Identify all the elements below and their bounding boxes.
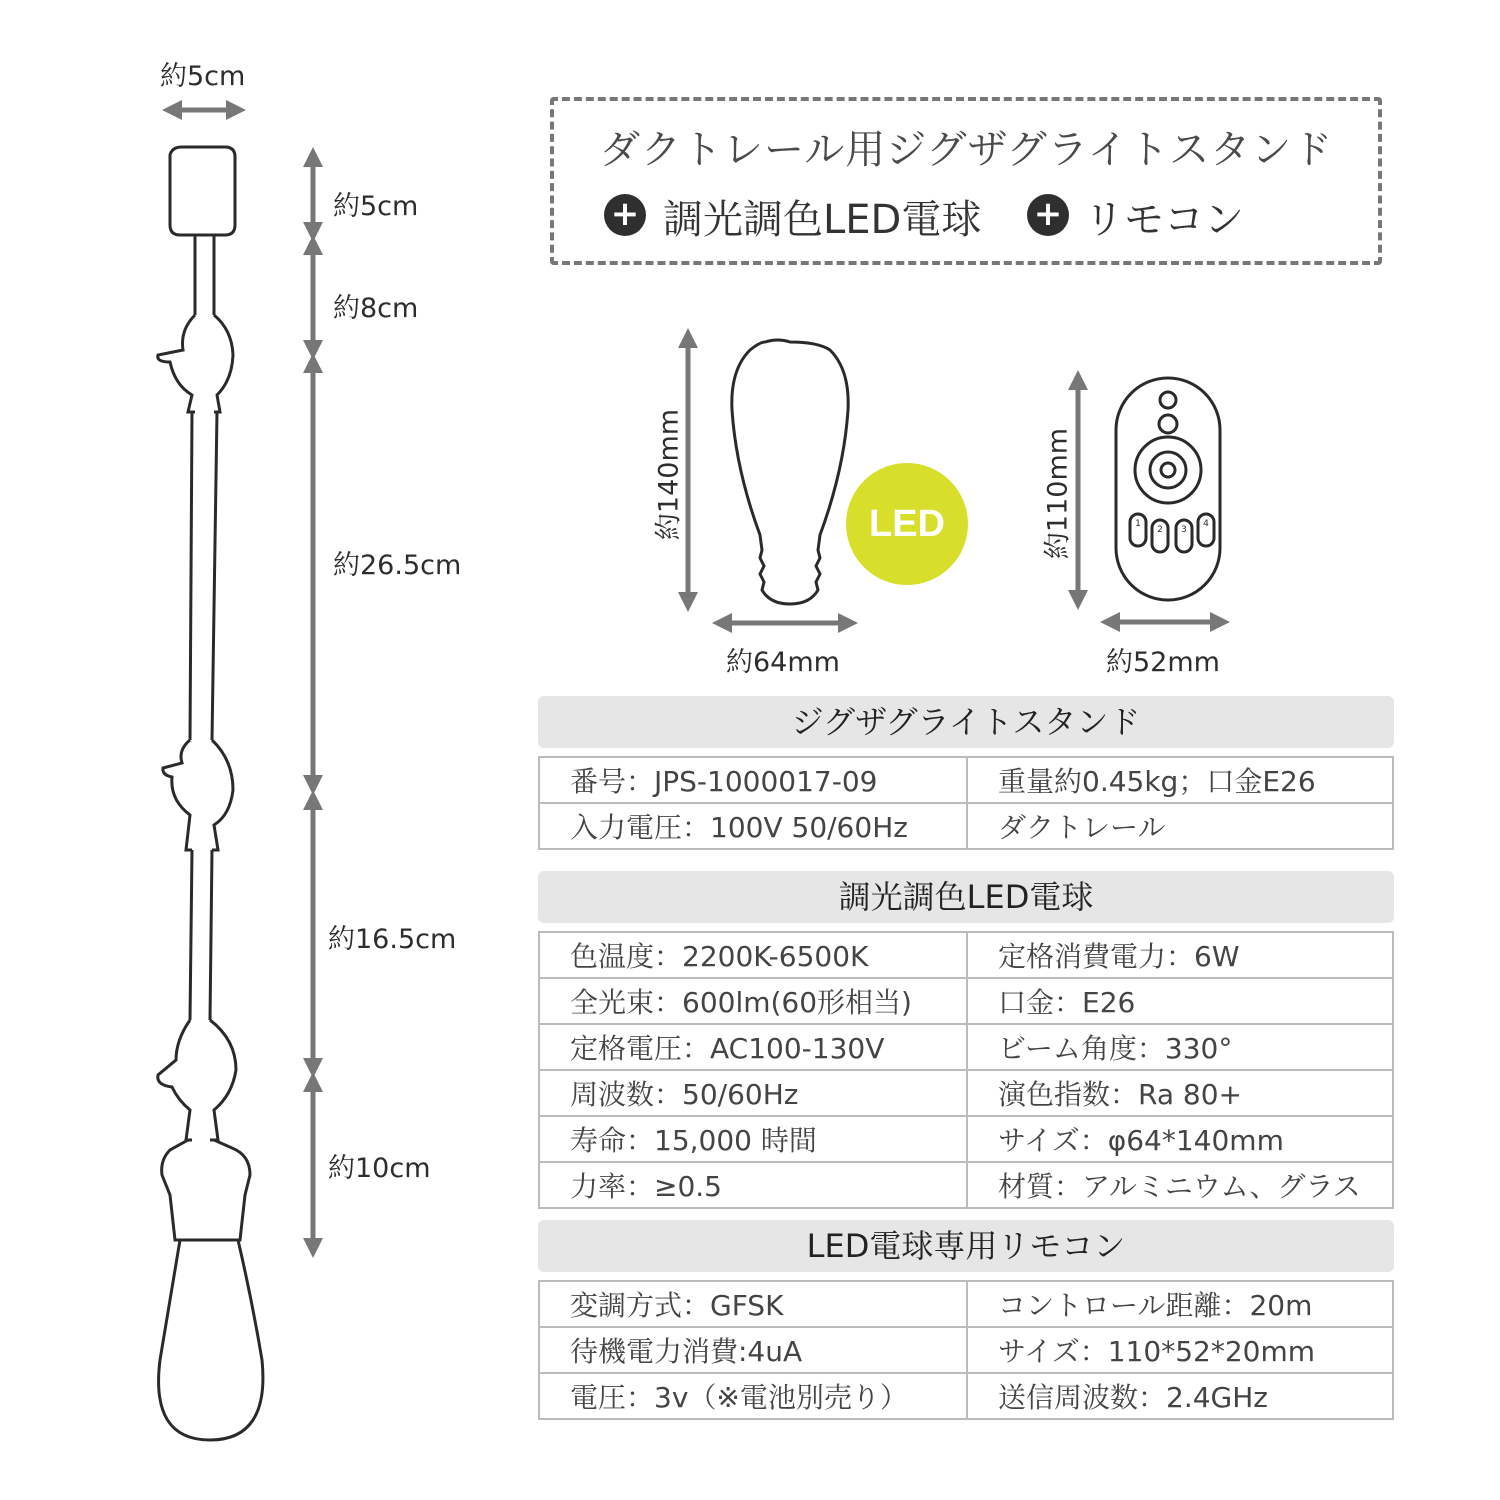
spec-cell: 寿命：15,000 時間 [539, 1116, 967, 1162]
seg3-label: 約26.5cm [333, 550, 462, 581]
bulb-height-label: 約140mm [653, 408, 685, 541]
remote-button-label: 2 [1157, 525, 1163, 535]
remote-button-label: 3 [1181, 525, 1187, 535]
table-row [539, 1162, 1393, 1208]
table-row [539, 932, 1393, 978]
spec-cell: サイズ：110*52*20mm [967, 1327, 1393, 1373]
remote-width-label: 約52mm [1106, 647, 1220, 678]
spec-cell: 入力電圧：100V 50/60Hz [539, 803, 967, 849]
table-row [539, 978, 1393, 1024]
stand-spec-table [538, 756, 1394, 850]
remote-button-label: 4 [1203, 519, 1209, 529]
table-row [539, 1024, 1393, 1070]
product-title: ダクトレール用ジグザグライトスタンド [600, 127, 1334, 173]
seg5-label: 約10cm [328, 1153, 431, 1184]
spec-cell: 全光束：600lm(60形相当) [539, 978, 967, 1024]
spec-cell: 演色指数：Ra 80+ [967, 1070, 1393, 1116]
seg1-label: 約5cm [333, 191, 419, 222]
spec-cell: 電圧：3v（※電池別売り） [539, 1373, 967, 1419]
table-row [539, 1070, 1393, 1116]
spec-cell: 定格電圧：AC100-130V [539, 1024, 967, 1070]
section-header-bulb: 調光調色LED電球 [538, 871, 1394, 923]
lamp-stand-diagram [0, 0, 520, 1500]
table-row [539, 1281, 1393, 1327]
table-row [539, 803, 1393, 849]
feature-remote-label: リモコン [1084, 197, 1244, 243]
section-header-remote: LED電球専用リモコン [538, 1220, 1394, 1272]
remote-button-label: 1 [1135, 519, 1141, 529]
spec-cell: 力率：≥0.5 [539, 1162, 967, 1208]
seg4-label: 約16.5cm [328, 924, 457, 955]
spec-cell: 口金：E26 [967, 978, 1393, 1024]
remote-icon [1116, 378, 1220, 600]
feature-bulb-label: 調光調色LED電球 [663, 197, 982, 243]
spec-cell: 重量約0.45kg；口金E26 [967, 757, 1393, 803]
spec-cell: ビーム角度：330° [967, 1024, 1393, 1070]
seg2-label: 約8cm [333, 293, 419, 324]
lamp-width-label: 約5cm [160, 61, 246, 92]
plus-icon: + [604, 194, 646, 236]
spec-cell: 番号：JPS-1000017-09 [539, 757, 967, 803]
bulb-width-label: 約64mm [726, 647, 840, 678]
spec-cell: 待機電力消費:4uA [539, 1327, 967, 1373]
led-badge: LED [846, 463, 968, 585]
spec-cell: 定格消費電力：6W [967, 932, 1393, 978]
plus-icon: + [1027, 194, 1069, 236]
spec-cell: サイズ：φ64*140mm [967, 1116, 1393, 1162]
spec-cell: ダクトレール [967, 803, 1393, 849]
spec-cell: 送信周波数：2.4GHz [967, 1373, 1393, 1419]
bulb-spec-table [538, 931, 1394, 1209]
table-row [539, 1116, 1393, 1162]
table-row [539, 1373, 1393, 1419]
remote-height-label: 約110mm [1042, 427, 1074, 560]
section-header-stand: ジグザグライトスタンド [538, 696, 1394, 748]
spec-cell: 色温度：2200K-6500K [539, 932, 967, 978]
spec-cell: 周波数：50/60Hz [539, 1070, 967, 1116]
spec-cell: 材質：アルミニウム、グラス [967, 1162, 1393, 1208]
spec-cell: コントロール距離：20m [967, 1281, 1393, 1327]
table-row [539, 757, 1393, 803]
remote-spec-table [538, 1280, 1394, 1420]
table-row [539, 1327, 1393, 1373]
bulb-icon [732, 340, 848, 604]
lamp-outline [158, 147, 263, 1440]
spec-cell: 変調方式：GFSK [539, 1281, 967, 1327]
